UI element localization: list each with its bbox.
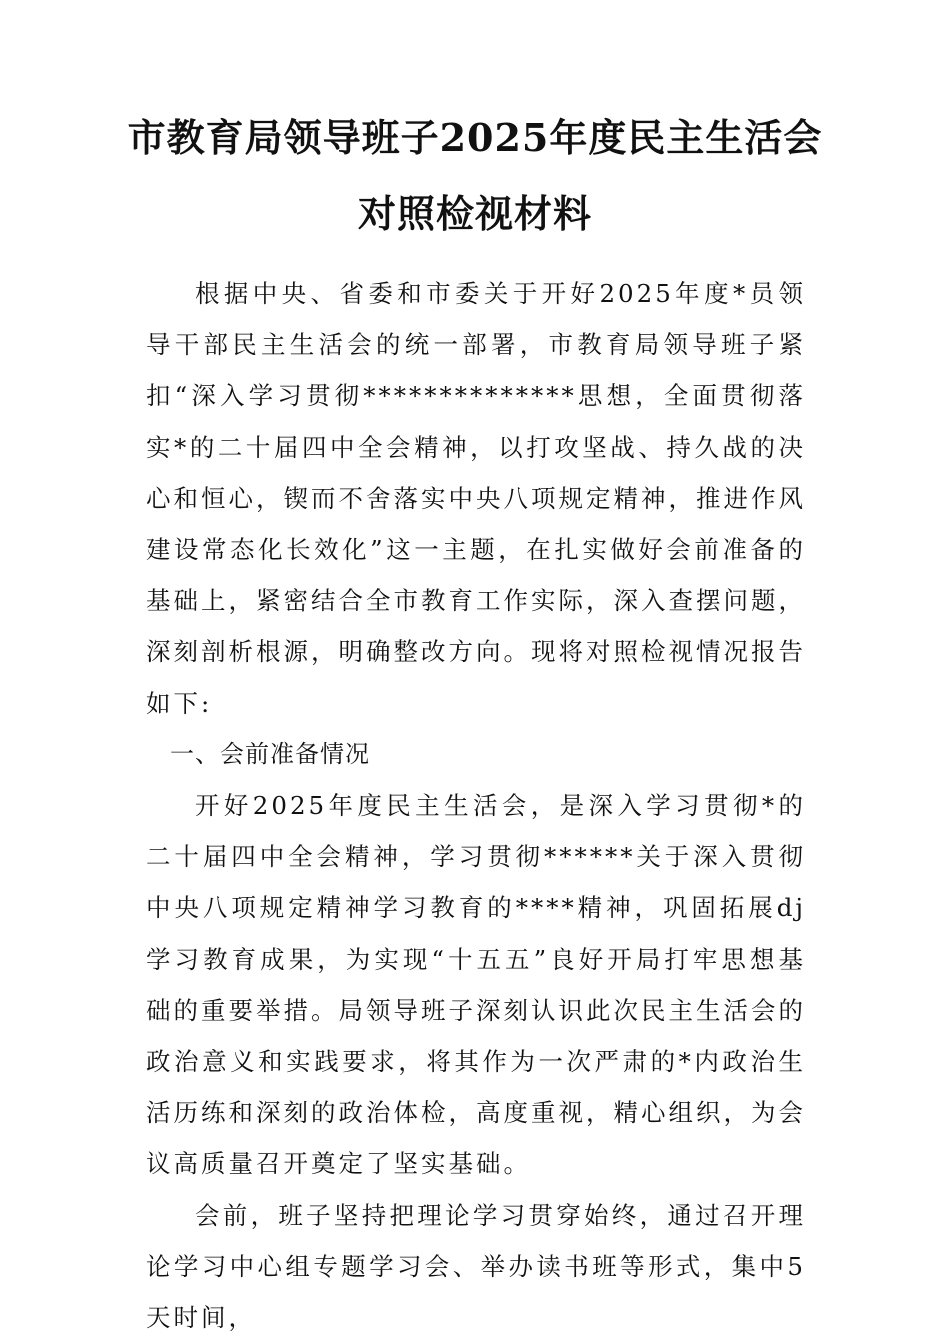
section-1-paragraph-1: 开好2025年度民主生活会，是深入学习贯彻*的二十届四中全会精神，学习贯彻******关于深入贯彻中央八项规定精神学习教育的****精神，巩固拓展dj学习教育成果，为实现“十五五”良好开局打牢思想基础的重要举措。局领导班子深刻认识此次民主生活会的政治意义和实践要求，将其作为一次严肃的*内政治生活历练和深刻的政治体检，高度重视，精心组织，为会议高质量召开奠定了坚实基础。 <box>146 791 806 1179</box>
document-title-line-1: 市教育局领导班子2025年度民主生活会 <box>127 115 823 160</box>
section-1-paragraph-2: 会前，班子坚持把理论学习贯穿始终，通过召开理论学习中心组专题学习会、举办读书班等形式，集中5天时间， <box>146 1200 806 1333</box>
document-body <box>146 268 806 1343</box>
section-heading-1: 一、会前准备情况 <box>170 739 370 768</box>
document-title-line-2: 对照检视材料 <box>357 191 592 236</box>
intro-paragraph: 根据中央、省委和市委关于开好2025年度*员领导干部民主生活会的统一部署，市教育局领导班子紧扣“深入学习贯彻**************思想，全面贯彻落实*的二十届四中全会精神，以打攻坚战、持久战的决心和恒心，锲而不舍落实中央八项规定精神，推进作风建设常态化长效化”这一主题，在扎实做好会前准备的基础上，紧密结合全市教育工作实际，深入查摆问题，深刻剖析根源，明确整改方向。现将对照检视情况报告如下: <box>146 279 806 718</box>
